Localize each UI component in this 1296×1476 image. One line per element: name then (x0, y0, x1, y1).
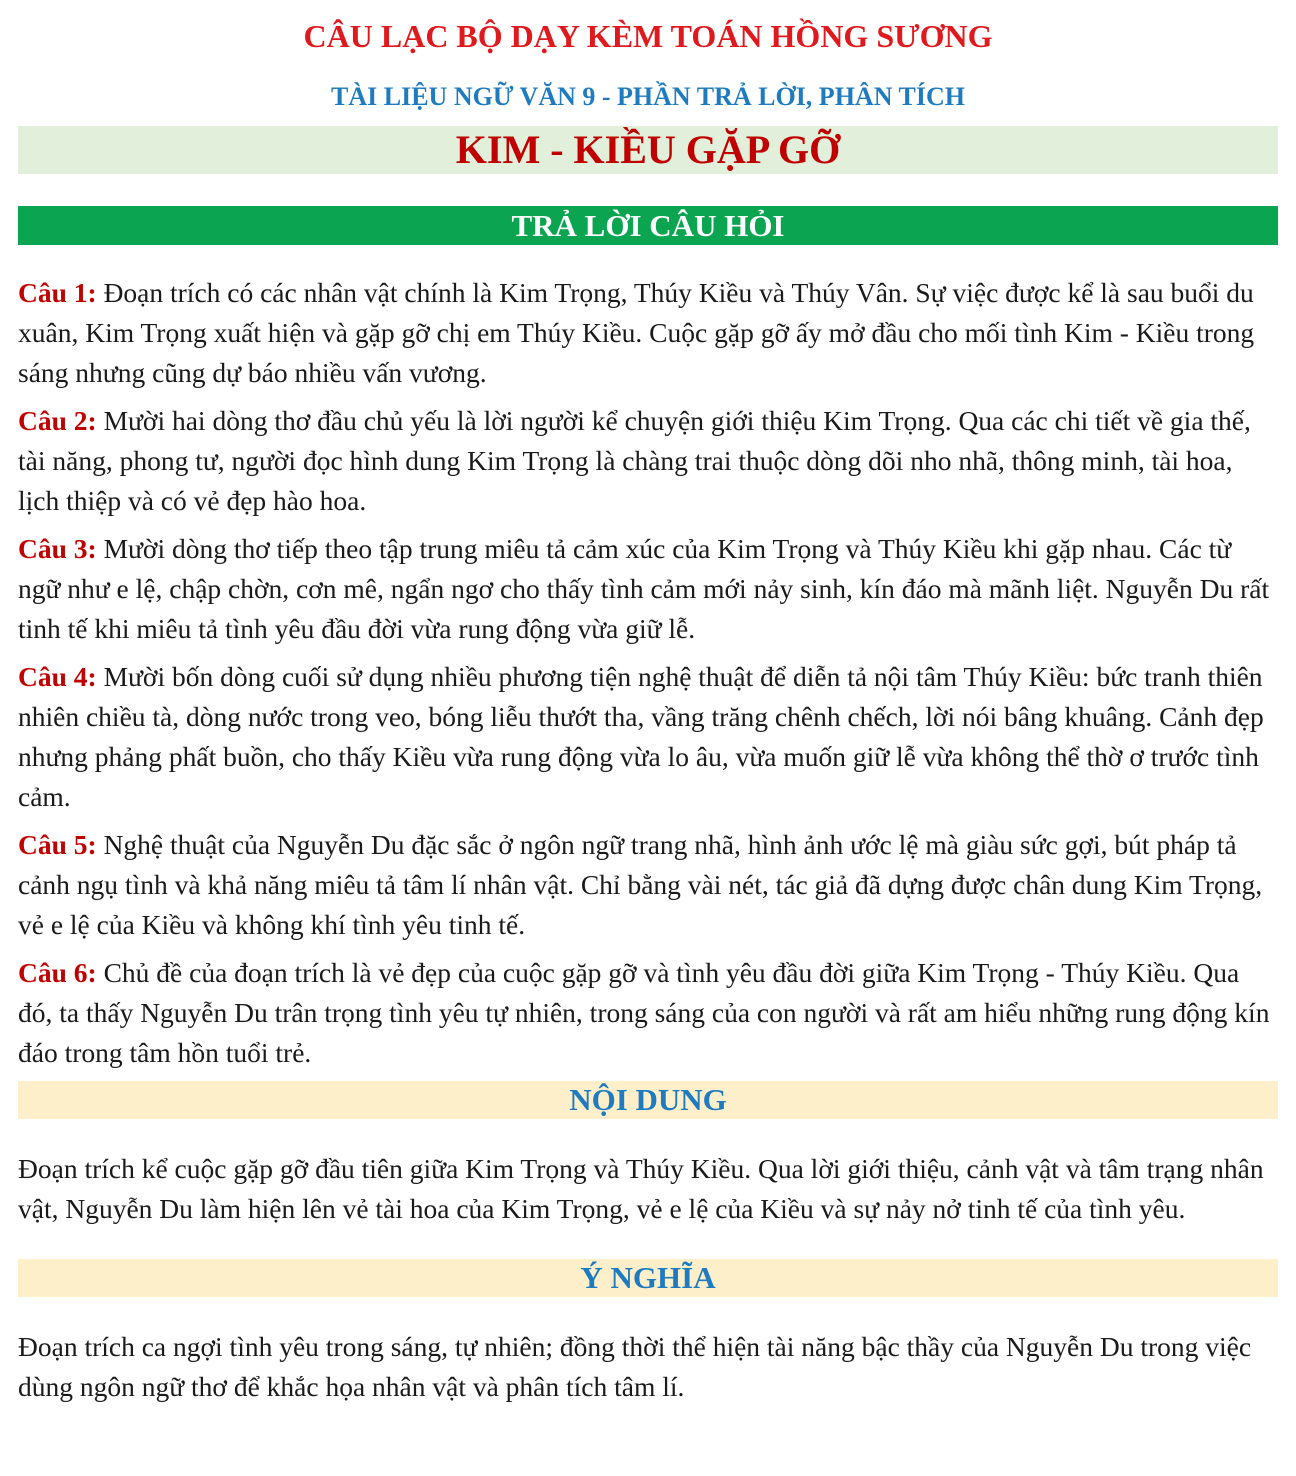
answer-item-3 (18, 529, 1278, 649)
answer-text: Đoạn trích có các nhân vật chính là Kim Trọng, Thúy Kiều và Thúy Vân. Sự việc được kể là sau buổi du xuân, Kim Trọng xuất hiện và gặp gỡ chị em Thúy Kiều. Cuộc gặp gỡ ấy mở đầu cho mối tình Kim - Kiều trong sáng nhưng cũng dự báo nhiều vấn vương. (18, 277, 1255, 388)
meaning-section-text: Đoạn trích ca ngợi tình yêu trong sáng, tự nhiên; đồng thời thể hiện tài năng bậc thầy của Nguyễn Du trong việc dùng ngôn ngữ thơ để khắc họa nhân vật và phân tích tâm lí. (18, 1331, 1252, 1402)
answer-label: Câu 2: (18, 405, 97, 436)
answer-item-5 (18, 825, 1278, 945)
content-section-heading-band (18, 1081, 1278, 1119)
answer-text: Mười bốn dòng cuối sử dụng nhiều phương tiện nghệ thuật để diễn tả nội tâm Thúy Kiều: bức tranh thiên nhiên chiều tà, dòng nước trong veo, bóng liễu thướt tha, vầng trăng chênh chếch, lời nói bâng khuâng. Cảnh đẹp nhưng phảng phất buồn, cho thấy Kiều vừa rung động vừa lo âu, vừa muốn giữ lễ vừa không thể thờ ơ trước tình cảm. (18, 661, 1264, 812)
answer-label: Câu 4: (18, 661, 97, 692)
meaning-section-heading: Ý NGHĨA (580, 1260, 716, 1295)
document-page (18, 0, 1278, 1407)
answer-label: Câu 6: (18, 957, 97, 988)
answer-text: Mười dòng thơ tiếp theo tập trung miêu tả cảm xúc của Kim Trọng và Thúy Kiều khi gặp nhau. Các từ ngữ như e lệ, chập chờn, cơn mê, ngẩn ngơ cho thấy tình cảm mới nảy sinh, kín đáo mà mãnh liệt. Nguyễn Du rất tinh tế khi miêu tả tình yêu đầu đời vừa rung động vừa giữ lễ. (18, 533, 1270, 644)
content-section-text: Đoạn trích kể cuộc gặp gỡ đầu tiên giữa Kim Trọng và Thúy Kiều. Qua lời giới thiệu, cảnh vật và tâm trạng nhân vật, Nguyễn Du làm hiện lên vẻ tài hoa của Kim Trọng, vẻ e lệ của Kiều và sự nảy nở tinh tế của tình yêu. (18, 1153, 1264, 1224)
answer-label: Câu 3: (18, 533, 97, 564)
lesson-title: KIM - KIỀU GẶP GỠ (455, 127, 841, 172)
meaning-section-heading-band (18, 1259, 1278, 1297)
lesson-title-band (18, 126, 1278, 174)
answer-item-1 (18, 273, 1278, 393)
answer-item-6 (18, 953, 1278, 1073)
answer-item-4 (18, 657, 1278, 817)
answer-text: Nghệ thuật của Nguyễn Du đặc sắc ở ngôn ngữ trang nhã, hình ảnh ước lệ mà giàu sức gợi, bút pháp tả cảnh ngụ tình và khả năng miêu tả tâm lí nhân vật. Chỉ bằng vài nét, tác giả đã dựng được chân dung Kim Trọng, vẻ e lệ của Kiều và không khí tình yêu tinh tế. (18, 829, 1263, 940)
answer-text: Mười hai dòng thơ đầu chủ yếu là lời người kể chuyện giới thiệu Kim Trọng. Qua các chi tiết về gia thế, tài năng, phong tư, người đọc hình dung Kim Trọng là chàng trai thuộc dòng dõi nho nhã, thông minh, tài hoa, lịch thiệp và có vẻ đẹp hào hoa. (18, 405, 1251, 516)
answer-item-2 (18, 401, 1278, 521)
document-subtitle: TÀI LIỆU NGỮ VĂN 9 - PHẦN TRẢ LỜI, PHÂN TÍCH (331, 82, 965, 111)
answers-list (18, 273, 1278, 1073)
club-title: CÂU LẠC BỘ DẠY KÈM TOÁN HỒNG SƯƠNG (303, 18, 993, 54)
answer-label: Câu 5: (18, 829, 97, 860)
answers-section-heading: TRẢ LỜI CÂU HỎI (511, 208, 785, 243)
answers-section-heading-band (18, 206, 1278, 245)
content-section-heading: NỘI DUNG (569, 1082, 727, 1117)
answer-label: Câu 1: (18, 277, 97, 308)
answer-text: Chủ đề của đoạn trích là vẻ đẹp của cuộc gặp gỡ và tình yêu đầu đời giữa Kim Trọng - Thúy Kiều. Qua đó, ta thấy Nguyễn Du trân trọng tình yêu tự nhiên, trong sáng của con người và rất am hiểu những rung động kín đáo trong tâm hồn tuổi trẻ. (18, 957, 1270, 1068)
